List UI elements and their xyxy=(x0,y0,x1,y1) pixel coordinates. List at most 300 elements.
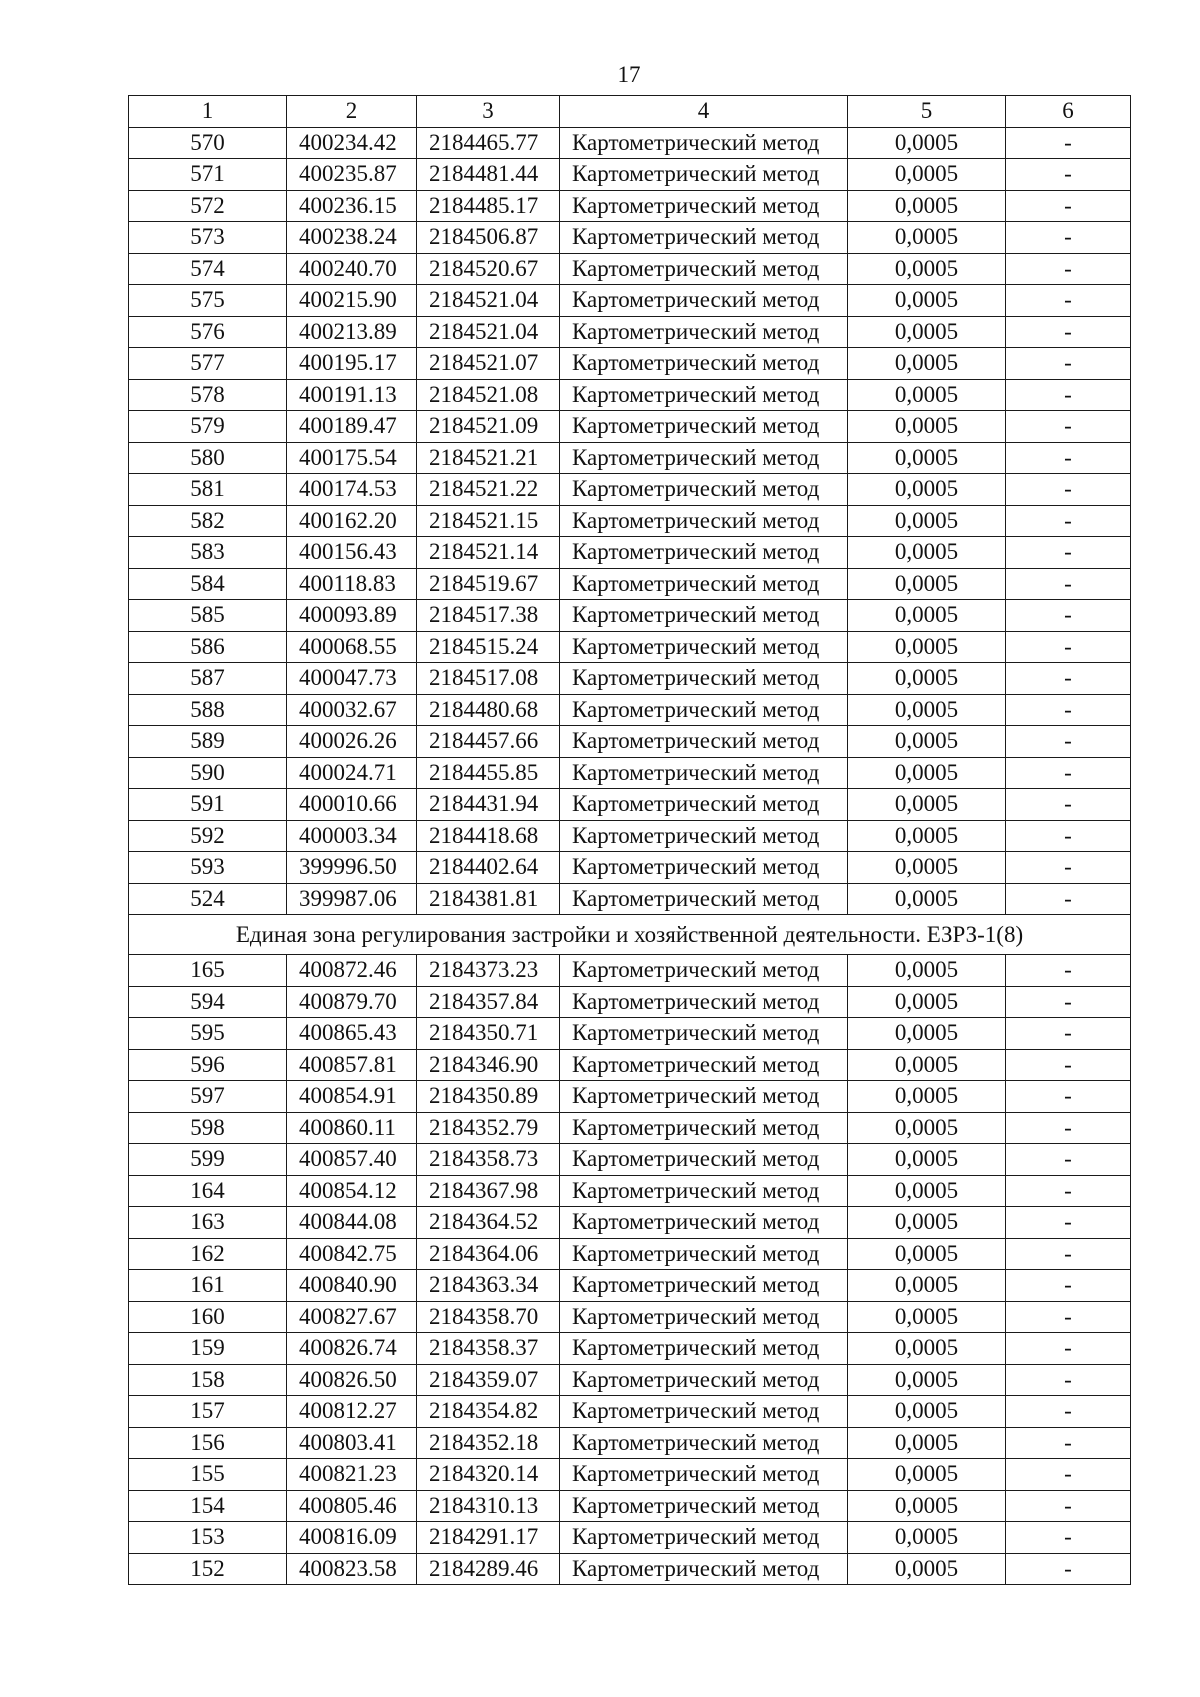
accuracy-cell: 0,0005 xyxy=(848,955,1006,987)
y-coordinate-cell: 2184418.68 xyxy=(417,820,560,852)
point-number-cell: 578 xyxy=(129,379,287,411)
x-coordinate-cell: 400003.34 xyxy=(287,820,417,852)
table-row xyxy=(129,955,1131,987)
table-row xyxy=(129,285,1131,317)
note-cell: - xyxy=(1006,1427,1131,1459)
y-coordinate-cell: 2184359.07 xyxy=(417,1364,560,1396)
x-coordinate-cell: 400823.58 xyxy=(287,1553,417,1585)
x-coordinate-cell: 400803.41 xyxy=(287,1427,417,1459)
coordinates-table-body xyxy=(129,96,1131,1585)
x-coordinate-cell: 400826.74 xyxy=(287,1333,417,1365)
method-cell: Картометрический метод xyxy=(560,1490,848,1522)
column-header: 1 xyxy=(129,96,287,128)
x-coordinate-cell: 400854.12 xyxy=(287,1175,417,1207)
note-cell: - xyxy=(1006,442,1131,474)
note-cell: - xyxy=(1006,1112,1131,1144)
method-cell: Картометрический метод xyxy=(560,820,848,852)
point-number-cell: 591 xyxy=(129,789,287,821)
x-coordinate-cell: 400236.15 xyxy=(287,190,417,222)
method-cell: Картометрический метод xyxy=(560,127,848,159)
y-coordinate-cell: 2184521.21 xyxy=(417,442,560,474)
point-number-cell: 595 xyxy=(129,1018,287,1050)
x-coordinate-cell: 400857.81 xyxy=(287,1049,417,1081)
y-coordinate-cell: 2184521.07 xyxy=(417,348,560,380)
x-coordinate-cell: 400857.40 xyxy=(287,1144,417,1176)
column-header: 5 xyxy=(848,96,1006,128)
y-coordinate-cell: 2184291.17 xyxy=(417,1522,560,1554)
table-row xyxy=(129,127,1131,159)
y-coordinate-cell: 2184367.98 xyxy=(417,1175,560,1207)
x-coordinate-cell: 400238.24 xyxy=(287,222,417,254)
point-number-cell: 575 xyxy=(129,285,287,317)
note-cell: - xyxy=(1006,1270,1131,1302)
x-coordinate-cell: 400213.89 xyxy=(287,316,417,348)
x-coordinate-cell: 400854.91 xyxy=(287,1081,417,1113)
note-cell: - xyxy=(1006,1207,1131,1239)
note-cell: - xyxy=(1006,1364,1131,1396)
y-coordinate-cell: 2184455.85 xyxy=(417,757,560,789)
note-cell: - xyxy=(1006,1144,1131,1176)
accuracy-cell: 0,0005 xyxy=(848,568,1006,600)
accuracy-cell: 0,0005 xyxy=(848,600,1006,632)
method-cell: Картометрический метод xyxy=(560,348,848,380)
table-row xyxy=(129,1490,1131,1522)
y-coordinate-cell: 2184521.09 xyxy=(417,411,560,443)
table-row xyxy=(129,411,1131,443)
column-header: 6 xyxy=(1006,96,1131,128)
point-number-cell: 588 xyxy=(129,694,287,726)
x-coordinate-cell: 400010.66 xyxy=(287,789,417,821)
method-cell: Картометрический метод xyxy=(560,789,848,821)
y-coordinate-cell: 2184354.82 xyxy=(417,1396,560,1428)
method-cell: Картометрический метод xyxy=(560,883,848,915)
x-coordinate-cell: 400047.73 xyxy=(287,663,417,695)
x-coordinate-cell: 400812.27 xyxy=(287,1396,417,1428)
table-row xyxy=(129,1459,1131,1491)
x-coordinate-cell: 400840.90 xyxy=(287,1270,417,1302)
x-coordinate-cell: 400026.26 xyxy=(287,726,417,758)
point-number-cell: 158 xyxy=(129,1364,287,1396)
note-cell: - xyxy=(1006,1459,1131,1491)
y-coordinate-cell: 2184358.73 xyxy=(417,1144,560,1176)
y-coordinate-cell: 2184521.14 xyxy=(417,537,560,569)
method-cell: Картометрический метод xyxy=(560,379,848,411)
method-cell: Картометрический метод xyxy=(560,955,848,987)
table-row xyxy=(129,316,1131,348)
accuracy-cell: 0,0005 xyxy=(848,1427,1006,1459)
note-cell: - xyxy=(1006,1081,1131,1113)
method-cell: Картометрический метод xyxy=(560,568,848,600)
method-cell: Картометрический метод xyxy=(560,1301,848,1333)
x-coordinate-cell: 400872.46 xyxy=(287,955,417,987)
method-cell: Картометрический метод xyxy=(560,1144,848,1176)
y-coordinate-cell: 2184481.44 xyxy=(417,159,560,191)
accuracy-cell: 0,0005 xyxy=(848,1207,1006,1239)
method-cell: Картометрический метод xyxy=(560,600,848,632)
x-coordinate-cell: 400842.75 xyxy=(287,1238,417,1270)
x-coordinate-cell: 400189.47 xyxy=(287,411,417,443)
method-cell: Картометрический метод xyxy=(560,285,848,317)
y-coordinate-cell: 2184520.67 xyxy=(417,253,560,285)
accuracy-cell: 0,0005 xyxy=(848,222,1006,254)
table-row xyxy=(129,1112,1131,1144)
x-coordinate-cell: 400215.90 xyxy=(287,285,417,317)
accuracy-cell: 0,0005 xyxy=(848,1112,1006,1144)
table-row xyxy=(129,1049,1131,1081)
note-cell: - xyxy=(1006,222,1131,254)
y-coordinate-cell: 2184506.87 xyxy=(417,222,560,254)
accuracy-cell: 0,0005 xyxy=(848,1490,1006,1522)
x-coordinate-cell: 400805.46 xyxy=(287,1490,417,1522)
method-cell: Картометрический метод xyxy=(560,1238,848,1270)
table-row xyxy=(129,568,1131,600)
accuracy-cell: 0,0005 xyxy=(848,505,1006,537)
accuracy-cell: 0,0005 xyxy=(848,1301,1006,1333)
table-row xyxy=(129,222,1131,254)
x-coordinate-cell: 400879.70 xyxy=(287,986,417,1018)
y-coordinate-cell: 2184485.17 xyxy=(417,190,560,222)
x-coordinate-cell: 400821.23 xyxy=(287,1459,417,1491)
y-coordinate-cell: 2184358.37 xyxy=(417,1333,560,1365)
x-coordinate-cell: 400174.53 xyxy=(287,474,417,506)
accuracy-cell: 0,0005 xyxy=(848,1144,1006,1176)
table-row xyxy=(129,379,1131,411)
x-coordinate-cell: 400827.67 xyxy=(287,1301,417,1333)
note-cell: - xyxy=(1006,285,1131,317)
table-row xyxy=(129,852,1131,884)
table-row xyxy=(129,442,1131,474)
note-cell: - xyxy=(1006,379,1131,411)
x-coordinate-cell: 399996.50 xyxy=(287,852,417,884)
x-coordinate-cell: 400162.20 xyxy=(287,505,417,537)
note-cell: - xyxy=(1006,537,1131,569)
method-cell: Картометрический метод xyxy=(560,1333,848,1365)
y-coordinate-cell: 2184521.04 xyxy=(417,316,560,348)
y-coordinate-cell: 2184457.66 xyxy=(417,726,560,758)
point-number-cell: 161 xyxy=(129,1270,287,1302)
accuracy-cell: 0,0005 xyxy=(848,726,1006,758)
accuracy-cell: 0,0005 xyxy=(848,757,1006,789)
section-header-row xyxy=(129,915,1131,955)
accuracy-cell: 0,0005 xyxy=(848,1333,1006,1365)
table-row xyxy=(129,1238,1131,1270)
y-coordinate-cell: 2184517.08 xyxy=(417,663,560,695)
point-number-cell: 580 xyxy=(129,442,287,474)
method-cell: Картометрический метод xyxy=(560,1270,848,1302)
table-row xyxy=(129,1301,1131,1333)
table-row xyxy=(129,726,1131,758)
method-cell: Картометрический метод xyxy=(560,1175,848,1207)
method-cell: Картометрический метод xyxy=(560,474,848,506)
point-number-cell: 597 xyxy=(129,1081,287,1113)
point-number-cell: 589 xyxy=(129,726,287,758)
table-row xyxy=(129,159,1131,191)
note-cell: - xyxy=(1006,474,1131,506)
point-number-cell: 160 xyxy=(129,1301,287,1333)
method-cell: Картометрический метод xyxy=(560,986,848,1018)
point-number-cell: 156 xyxy=(129,1427,287,1459)
note-cell: - xyxy=(1006,1522,1131,1554)
note-cell: - xyxy=(1006,663,1131,695)
table-row xyxy=(129,1396,1131,1428)
accuracy-cell: 0,0005 xyxy=(848,1270,1006,1302)
y-coordinate-cell: 2184352.79 xyxy=(417,1112,560,1144)
y-coordinate-cell: 2184350.71 xyxy=(417,1018,560,1050)
section-title: Единая зона регулирования застройки и хозяйственной деятельности. ЕЗРЗ-1(8) xyxy=(129,915,1131,955)
method-cell: Картометрический метод xyxy=(560,537,848,569)
y-coordinate-cell: 2184358.70 xyxy=(417,1301,560,1333)
y-coordinate-cell: 2184521.04 xyxy=(417,285,560,317)
accuracy-cell: 0,0005 xyxy=(848,1081,1006,1113)
note-cell: - xyxy=(1006,726,1131,758)
accuracy-cell: 0,0005 xyxy=(848,537,1006,569)
note-cell: - xyxy=(1006,1238,1131,1270)
y-coordinate-cell: 2184346.90 xyxy=(417,1049,560,1081)
table-row xyxy=(129,1364,1131,1396)
method-cell: Картометрический метод xyxy=(560,222,848,254)
column-header: 2 xyxy=(287,96,417,128)
note-cell: - xyxy=(1006,159,1131,191)
point-number-cell: 599 xyxy=(129,1144,287,1176)
y-coordinate-cell: 2184289.46 xyxy=(417,1553,560,1585)
point-number-cell: 572 xyxy=(129,190,287,222)
accuracy-cell: 0,0005 xyxy=(848,253,1006,285)
table-row xyxy=(129,789,1131,821)
x-coordinate-cell: 400240.70 xyxy=(287,253,417,285)
note-cell: - xyxy=(1006,600,1131,632)
accuracy-cell: 0,0005 xyxy=(848,1238,1006,1270)
accuracy-cell: 0,0005 xyxy=(848,986,1006,1018)
point-number-cell: 596 xyxy=(129,1049,287,1081)
point-number-cell: 159 xyxy=(129,1333,287,1365)
note-cell: - xyxy=(1006,1553,1131,1585)
x-coordinate-cell: 400816.09 xyxy=(287,1522,417,1554)
table-row xyxy=(129,883,1131,915)
table-row xyxy=(129,348,1131,380)
table-row xyxy=(129,1018,1131,1050)
note-cell: - xyxy=(1006,789,1131,821)
accuracy-cell: 0,0005 xyxy=(848,474,1006,506)
x-coordinate-cell: 400175.54 xyxy=(287,442,417,474)
method-cell: Картометрический метод xyxy=(560,1459,848,1491)
point-number-cell: 165 xyxy=(129,955,287,987)
y-coordinate-cell: 2184431.94 xyxy=(417,789,560,821)
note-cell: - xyxy=(1006,348,1131,380)
point-number-cell: 593 xyxy=(129,852,287,884)
table-row xyxy=(129,757,1131,789)
point-number-cell: 585 xyxy=(129,600,287,632)
table-row xyxy=(129,253,1131,285)
x-coordinate-cell: 400032.67 xyxy=(287,694,417,726)
accuracy-cell: 0,0005 xyxy=(848,789,1006,821)
accuracy-cell: 0,0005 xyxy=(848,1522,1006,1554)
x-coordinate-cell: 400156.43 xyxy=(287,537,417,569)
method-cell: Картометрический метод xyxy=(560,253,848,285)
point-number-cell: 584 xyxy=(129,568,287,600)
note-cell: - xyxy=(1006,127,1131,159)
point-number-cell: 583 xyxy=(129,537,287,569)
point-number-cell: 570 xyxy=(129,127,287,159)
accuracy-cell: 0,0005 xyxy=(848,631,1006,663)
point-number-cell: 582 xyxy=(129,505,287,537)
point-number-cell: 157 xyxy=(129,1396,287,1428)
accuracy-cell: 0,0005 xyxy=(848,316,1006,348)
note-cell: - xyxy=(1006,1049,1131,1081)
note-cell: - xyxy=(1006,253,1131,285)
point-number-cell: 524 xyxy=(129,883,287,915)
table-row xyxy=(129,1081,1131,1113)
point-number-cell: 574 xyxy=(129,253,287,285)
x-coordinate-cell: 400826.50 xyxy=(287,1364,417,1396)
method-cell: Картометрический метод xyxy=(560,1427,848,1459)
method-cell: Картометрический метод xyxy=(560,631,848,663)
y-coordinate-cell: 2184465.77 xyxy=(417,127,560,159)
point-number-cell: 153 xyxy=(129,1522,287,1554)
table-row xyxy=(129,820,1131,852)
accuracy-cell: 0,0005 xyxy=(848,694,1006,726)
method-cell: Картометрический метод xyxy=(560,1081,848,1113)
column-header: 4 xyxy=(560,96,848,128)
accuracy-cell: 0,0005 xyxy=(848,159,1006,191)
note-cell: - xyxy=(1006,852,1131,884)
point-number-cell: 164 xyxy=(129,1175,287,1207)
point-number-cell: 576 xyxy=(129,316,287,348)
x-coordinate-cell: 400844.08 xyxy=(287,1207,417,1239)
table-row xyxy=(129,600,1131,632)
point-number-cell: 163 xyxy=(129,1207,287,1239)
page-number: 17 xyxy=(617,62,641,87)
x-coordinate-cell: 400118.83 xyxy=(287,568,417,600)
point-number-cell: 577 xyxy=(129,348,287,380)
table-row xyxy=(129,1427,1131,1459)
note-cell: - xyxy=(1006,883,1131,915)
point-number-cell: 573 xyxy=(129,222,287,254)
point-number-cell: 581 xyxy=(129,474,287,506)
method-cell: Картометрический метод xyxy=(560,1018,848,1050)
method-cell: Картометрический метод xyxy=(560,190,848,222)
point-number-cell: 579 xyxy=(129,411,287,443)
y-coordinate-cell: 2184517.38 xyxy=(417,600,560,632)
y-coordinate-cell: 2184373.23 xyxy=(417,955,560,987)
table-row xyxy=(129,1207,1131,1239)
point-number-cell: 162 xyxy=(129,1238,287,1270)
table-row xyxy=(129,1144,1131,1176)
point-number-cell: 587 xyxy=(129,663,287,695)
x-coordinate-cell: 400234.42 xyxy=(287,127,417,159)
point-number-cell: 598 xyxy=(129,1112,287,1144)
method-cell: Картометрический метод xyxy=(560,694,848,726)
note-cell: - xyxy=(1006,568,1131,600)
table-row xyxy=(129,190,1131,222)
y-coordinate-cell: 2184521.15 xyxy=(417,505,560,537)
point-number-cell: 155 xyxy=(129,1459,287,1491)
table-row xyxy=(129,1270,1131,1302)
table-row xyxy=(129,505,1131,537)
y-coordinate-cell: 2184364.52 xyxy=(417,1207,560,1239)
accuracy-cell: 0,0005 xyxy=(848,1018,1006,1050)
accuracy-cell: 0,0005 xyxy=(848,190,1006,222)
method-cell: Картометрический метод xyxy=(560,1364,848,1396)
method-cell: Картометрический метод xyxy=(560,1396,848,1428)
y-coordinate-cell: 2184519.67 xyxy=(417,568,560,600)
y-coordinate-cell: 2184352.18 xyxy=(417,1427,560,1459)
accuracy-cell: 0,0005 xyxy=(848,1553,1006,1585)
note-cell: - xyxy=(1006,1396,1131,1428)
point-number-cell: 594 xyxy=(129,986,287,1018)
note-cell: - xyxy=(1006,1333,1131,1365)
table-header-row xyxy=(129,96,1131,128)
note-cell: - xyxy=(1006,411,1131,443)
accuracy-cell: 0,0005 xyxy=(848,1175,1006,1207)
table-row xyxy=(129,1553,1131,1585)
x-coordinate-cell: 400865.43 xyxy=(287,1018,417,1050)
y-coordinate-cell: 2184402.64 xyxy=(417,852,560,884)
y-coordinate-cell: 2184310.13 xyxy=(417,1490,560,1522)
note-cell: - xyxy=(1006,1175,1131,1207)
note-cell: - xyxy=(1006,986,1131,1018)
note-cell: - xyxy=(1006,505,1131,537)
method-cell: Картометрический метод xyxy=(560,442,848,474)
point-number-cell: 592 xyxy=(129,820,287,852)
method-cell: Картометрический метод xyxy=(560,1112,848,1144)
method-cell: Картометрический метод xyxy=(560,1049,848,1081)
point-number-cell: 154 xyxy=(129,1490,287,1522)
method-cell: Картометрический метод xyxy=(560,726,848,758)
y-coordinate-cell: 2184363.34 xyxy=(417,1270,560,1302)
table-row xyxy=(129,663,1131,695)
method-cell: Картометрический метод xyxy=(560,1553,848,1585)
y-coordinate-cell: 2184320.14 xyxy=(417,1459,560,1491)
y-coordinate-cell: 2184515.24 xyxy=(417,631,560,663)
note-cell: - xyxy=(1006,694,1131,726)
point-number-cell: 152 xyxy=(129,1553,287,1585)
table-row xyxy=(129,1522,1131,1554)
x-coordinate-cell: 400068.55 xyxy=(287,631,417,663)
x-coordinate-cell: 400235.87 xyxy=(287,159,417,191)
accuracy-cell: 0,0005 xyxy=(848,379,1006,411)
note-cell: - xyxy=(1006,955,1131,987)
table-row xyxy=(129,537,1131,569)
method-cell: Картометрический метод xyxy=(560,852,848,884)
accuracy-cell: 0,0005 xyxy=(848,411,1006,443)
accuracy-cell: 0,0005 xyxy=(848,820,1006,852)
y-coordinate-cell: 2184364.06 xyxy=(417,1238,560,1270)
x-coordinate-cell: 400195.17 xyxy=(287,348,417,380)
accuracy-cell: 0,0005 xyxy=(848,1049,1006,1081)
method-cell: Картометрический метод xyxy=(560,1522,848,1554)
accuracy-cell: 0,0005 xyxy=(848,442,1006,474)
note-cell: - xyxy=(1006,316,1131,348)
x-coordinate-cell: 399987.06 xyxy=(287,883,417,915)
x-coordinate-cell: 400024.71 xyxy=(287,757,417,789)
accuracy-cell: 0,0005 xyxy=(848,1364,1006,1396)
x-coordinate-cell: 400093.89 xyxy=(287,600,417,632)
point-number-cell: 571 xyxy=(129,159,287,191)
note-cell: - xyxy=(1006,757,1131,789)
method-cell: Картометрический метод xyxy=(560,411,848,443)
x-coordinate-cell: 400860.11 xyxy=(287,1112,417,1144)
table-row xyxy=(129,1175,1131,1207)
y-coordinate-cell: 2184521.22 xyxy=(417,474,560,506)
note-cell: - xyxy=(1006,820,1131,852)
coordinates-table xyxy=(128,95,1131,1585)
column-header: 3 xyxy=(417,96,560,128)
y-coordinate-cell: 2184381.81 xyxy=(417,883,560,915)
y-coordinate-cell: 2184480.68 xyxy=(417,694,560,726)
table-row xyxy=(129,986,1131,1018)
accuracy-cell: 0,0005 xyxy=(848,883,1006,915)
method-cell: Картометрический метод xyxy=(560,159,848,191)
